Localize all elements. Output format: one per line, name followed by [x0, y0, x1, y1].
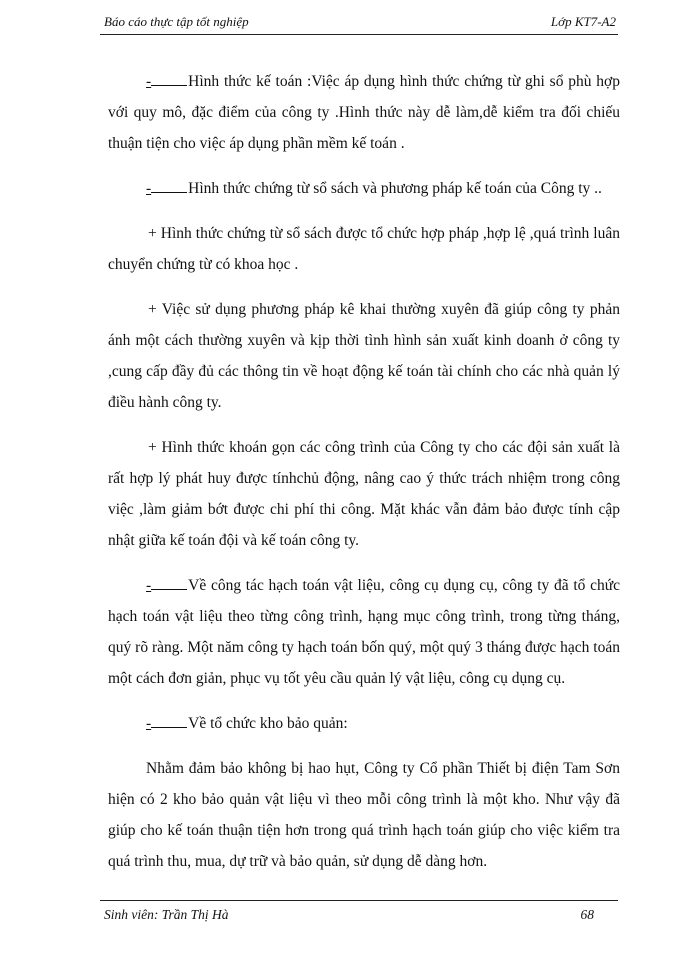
paragraph-contract-teams: + Hình thức khoán gọn các công trình của Công ty cho các đội sản xuất là rất hợp lý phát huy được tínhchủ động, nâng cao ý thức trách nhiệm trong công việc ,làm giảm bớt được chi phí thi công. Mặt khác vẫn đảm bảo được tính cập nhật giữa kế toán đội và kế toán công ty. — [108, 439, 620, 549]
paragraph-documents-legal: + Hình thức chứng từ sổ sách được tổ chức hợp pháp ,hợp lệ ,quá trình luân chuyển chứng từ có khoa học . — [108, 225, 620, 273]
page-footer — [100, 900, 618, 927]
paragraph-accounting-form — [108, 66, 620, 159]
underline-blank — [151, 71, 187, 86]
header-report-title: Báo cáo thực tập tốt nghiệp — [104, 14, 249, 29]
paragraph-text: Về công tác hạch toán vật liệu, công cụ dụng cụ, công ty đã tổ chức hạch toán vật liệu theo từng công trình, hạng mục công trình, trong từng tháng, quý rõ ràng. Một năm công ty hạch toán bốn quý, một quý 3 tháng được hạch toán một cách đơn giản, phục vụ tốt yêu cầu quản lý vật liệu, công cụ dụng cụ. — [108, 577, 620, 687]
paragraph-text: Về tổ chức kho bảo quản: — [188, 715, 348, 732]
bullet-dash: - — [146, 715, 152, 732]
footer-student-name: Sinh viên: Trần Thị Hà — [104, 907, 229, 922]
page-header — [100, 12, 618, 35]
bullet-dash: - — [146, 73, 152, 90]
bullet-dash: - — [146, 180, 152, 197]
paragraph-warehouse-heading — [108, 708, 620, 739]
underline-blank — [151, 178, 187, 193]
header-class-label: Lớp KT7-A2 — [550, 14, 616, 29]
underline-blank — [151, 575, 187, 590]
paragraph-text: Hình thức kế toán :Việc áp dụng hình thức chứng từ ghi sổ phù hợp với quy mô, đặc điểm của công ty .Hình thức này dễ làm,dễ kiểm tra đối chiếu thuận tiện cho việc áp dụng phần mềm kế toán . — [108, 73, 620, 152]
paragraph-text: Hình thức chứng từ sổ sách và phương pháp kế toán của Công ty .. — [188, 180, 602, 197]
paragraph-perpetual-method: + Việc sử dụng phương pháp kê khai thường xuyên đã giúp công ty phản ánh một cách thường xuyên và kịp thời tình hình sản xuất kinh doanh ở công ty ,cung cấp đầy đủ các thông tin về hoạt động kế toán tài chính cho các nhà quản lý điều hành công ty. — [108, 301, 620, 411]
paragraph-warehouse-detail: Nhằm đảm bảo không bị hao hụt, Công ty Cổ phần Thiết bị điện Tam Sơn hiện có 2 kho bảo quản vật liệu vì theo mỗi công trình là một kho. Như vậy đã giúp cho kế toán thuận tiện hơn trong quá trình hạch toán giúp cho việc kiểm tra quá trình thu, mua, dự trữ và bảo quản, sử dụng dễ dàng hơn. — [108, 760, 620, 870]
paragraph-materials-accounting — [108, 570, 620, 694]
underline-blank — [151, 713, 187, 728]
paragraph-documents-method — [108, 173, 620, 204]
page-number: 68 — [580, 907, 594, 922]
body-text — [108, 66, 620, 891]
bullet-dash: - — [146, 577, 152, 594]
